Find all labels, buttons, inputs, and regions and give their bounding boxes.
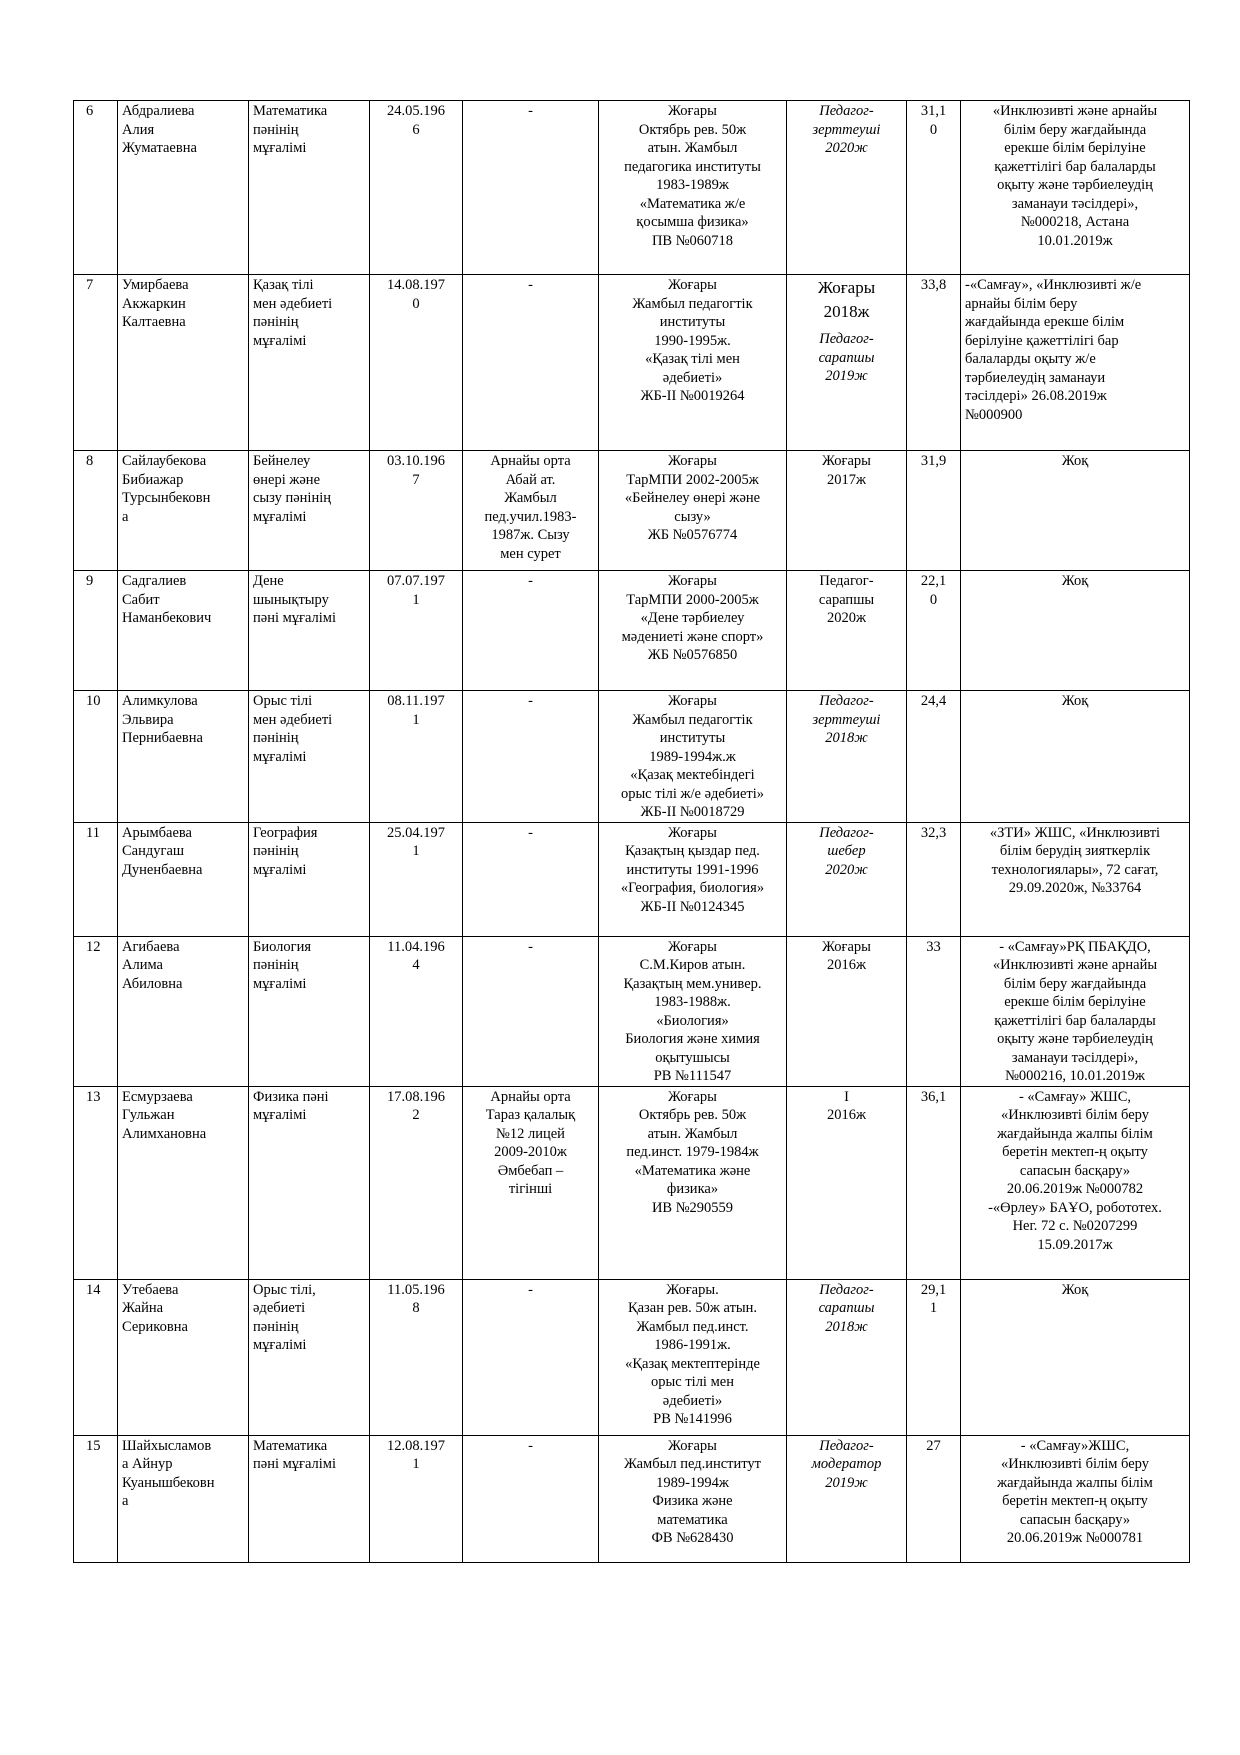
subject-cell-text: Орыс тілі мен әдебиеті пәнінің мұғалімі xyxy=(253,693,333,765)
birth-date-cell-text: 11.05.196 8 xyxy=(387,1281,445,1316)
row-number-cell-text: 9 xyxy=(86,573,94,589)
subject-cell-text: Физика пәні мұғалімі xyxy=(253,1088,329,1123)
birth-date-cell-text: 03.10.196 7 xyxy=(387,453,445,488)
category-text: Педагог- сарапшы 2018ж xyxy=(818,1281,875,1335)
birth-date-cell xyxy=(370,101,463,275)
category-cell xyxy=(787,822,907,936)
courses-cell xyxy=(961,1086,1190,1279)
teacher-name-cell xyxy=(118,1435,249,1562)
courses-cell xyxy=(961,1279,1190,1435)
secondary-education-cell-text: - xyxy=(528,824,533,841)
table-row xyxy=(74,936,1190,1086)
secondary-education-cell xyxy=(463,101,599,275)
row-number-cell-text: 10 xyxy=(86,693,101,709)
category-text: Жоғары 2017ж xyxy=(822,453,871,488)
secondary-education-cell-text: - xyxy=(528,1437,533,1454)
experience-cell xyxy=(907,1086,961,1279)
higher-education-cell-text: Жоғары С.М.Киров атын. Қазақтың мем.универ. 1983-1988ж. «Биология» Биология және химия оқытушысы РВ №111547 xyxy=(623,938,762,1084)
row-number-cell-text: 8 xyxy=(86,453,94,469)
document-page xyxy=(73,100,1189,1563)
row-number-cell xyxy=(74,1435,118,1562)
secondary-education-cell xyxy=(463,936,599,1086)
subject-cell xyxy=(249,451,370,571)
category-cell xyxy=(787,691,907,823)
subject-cell xyxy=(249,691,370,823)
row-number-cell xyxy=(74,101,118,275)
higher-education-cell xyxy=(599,571,787,691)
experience-cell-text: 32,3 xyxy=(920,824,947,841)
row-number-cell-text: 7 xyxy=(86,277,94,293)
higher-education-cell-text: Жоғары Қазақтың қыздар пед. институты 1991-1996 «География, биология» ЖБ-ІІ №0124345 xyxy=(620,824,765,915)
courses-cell-text: «Инклюзивті және арнайы білім беру жағдайында ерекше білім берілуіне қажеттілігі бар балаларды оқыту және тәрбиелеудің заманауи тәсілдері», №000218, Астана 10.01.2019ж xyxy=(992,103,1158,249)
courses-cell xyxy=(961,936,1190,1086)
teacher-name-cell xyxy=(118,451,249,571)
subject-cell-text: География пәнінің мұғалімі xyxy=(253,824,318,878)
experience-cell xyxy=(907,275,961,451)
courses-cell-text: Жоқ xyxy=(1061,1281,1089,1298)
birth-date-cell xyxy=(370,1435,463,1562)
category-cell xyxy=(787,1435,907,1562)
category-cell xyxy=(787,101,907,275)
subject-cell-text: Бейнелеу өнері және сызу пәнінің мұғалімі xyxy=(253,453,332,525)
experience-cell xyxy=(907,451,961,571)
secondary-education-cell-text: Арнайы орта Абай ат. Жамбыл пед.учил.1983- 1987ж. Сызу мен сурет xyxy=(484,453,577,562)
experience-cell xyxy=(907,101,961,275)
higher-education-cell xyxy=(599,1435,787,1562)
subject-cell-text: Математика пәнінің мұғалімі xyxy=(253,103,328,156)
secondary-education-cell-text: - xyxy=(528,1281,533,1298)
category-cell xyxy=(787,936,907,1086)
teacher-name-cell-text: Агибаева Алима Абиловна xyxy=(122,938,183,992)
higher-education-cell xyxy=(599,101,787,275)
birth-date-cell-text: 11.04.196 4 xyxy=(387,938,445,973)
row-number-cell-text: 6 xyxy=(86,103,94,119)
birth-date-cell-text: 25.04.197 1 xyxy=(387,824,445,859)
category-text: Педагог- модератор 2019ж xyxy=(811,1437,882,1491)
courses-cell-text: - «Самғау»РҚ ПБАҚДО, «Инклюзивті және арнайы білім беру жағдайында ерекше білім берілуіне қажеттілігі бар балаларды оқыту және тәрбиелеудің заманауи тәсілдері», №000216, 10.01.2019ж xyxy=(992,938,1158,1084)
teacher-name-cell xyxy=(118,275,249,451)
subject-cell-text: Орыс тілі, әдебиеті пәнінің мұғалімі xyxy=(253,1281,316,1353)
teacher-name-cell xyxy=(118,822,249,936)
row-number-cell xyxy=(74,691,118,823)
subject-cell-text: Қазақ тілі мен әдебиеті пәнінің мұғалімі xyxy=(253,277,333,349)
courses-cell xyxy=(961,1435,1190,1562)
courses-cell-text: Жоқ xyxy=(1061,693,1089,709)
subject-cell xyxy=(249,822,370,936)
birth-date-cell xyxy=(370,275,463,451)
secondary-education-cell xyxy=(463,822,599,936)
category-cell xyxy=(787,451,907,571)
experience-cell-text: 24,4 xyxy=(920,693,947,709)
subject-cell xyxy=(249,1086,370,1279)
row-number-cell xyxy=(74,571,118,691)
secondary-education-cell xyxy=(463,1086,599,1279)
row-number-cell-text: 13 xyxy=(86,1088,101,1105)
higher-education-cell-text: Жоғары Жамбыл педагогтік институты 1989-1994ж.ж «Қазақ мектебіндегі орыс тілі ж/е әдебиеті» ЖБ-ІІ №0018729 xyxy=(620,693,765,820)
category-text: Жоғары 2018ж xyxy=(817,278,876,321)
secondary-education-cell-text: - xyxy=(528,103,533,119)
higher-education-cell-text: Жоғары. Қазан рев. 50ж атын. Жамбыл пед.инст. 1986-1991ж. «Қазақ мектептерінде орыс тілі мен әдебиеті» РВ №141996 xyxy=(625,1281,760,1427)
category-text: Педагог- зерттеуші 2018ж xyxy=(812,693,881,746)
courses-cell-text: - «Самғау» ЖШС, «Инклюзивті білім беру жағдайында жалпы білім беретін мектеп-ң оқыту сапасын басқару» 20.06.2019ж №000782 -«Өрлеу» БАҰО, робототех. Нег. 72 с. №0207299 15.09.2017ж xyxy=(988,1088,1162,1253)
experience-cell xyxy=(907,1279,961,1435)
birth-date-cell-text: 24.05.196 6 xyxy=(387,103,445,138)
teacher-name-cell xyxy=(118,571,249,691)
secondary-education-cell-text: Арнайы орта Тараз қалалық №12 лицей 2009-2010ж Әмбебап – тігінші xyxy=(485,1088,576,1197)
subject-cell xyxy=(249,1435,370,1562)
teacher-name-cell xyxy=(118,936,249,1086)
courses-cell-text: Жоқ xyxy=(1061,573,1089,589)
courses-cell-text: -«Самғау», «Инклюзивті ж/е арнайы білім беру жағдайында ерекше білім берілуіне қажеттілігі бар балаларды оқыту ж/е тәрбиелеудің заманауи тәсілдері» 26.08.2019ж №000900 xyxy=(965,277,1142,423)
experience-cell-text: 31,9 xyxy=(920,453,947,469)
category-cell xyxy=(787,571,907,691)
courses-cell xyxy=(961,451,1190,571)
subject-cell xyxy=(249,571,370,691)
teacher-name-cell xyxy=(118,1279,249,1435)
experience-cell xyxy=(907,936,961,1086)
teacher-name-cell-text: Шайхысламов а Айнур Куанышбековн а xyxy=(122,1437,215,1509)
courses-cell xyxy=(961,691,1190,823)
experience-cell-text: 27 xyxy=(926,1437,941,1454)
secondary-education-cell xyxy=(463,1279,599,1435)
secondary-education-cell xyxy=(463,275,599,451)
courses-cell xyxy=(961,101,1190,275)
subject-cell-text: Биология пәнінің мұғалімі xyxy=(253,938,312,992)
category-cell xyxy=(787,275,907,451)
birth-date-cell-text: 07.07.197 1 xyxy=(387,573,445,608)
higher-education-cell-text: Жоғары Октябрь рев. 50ж атын. Жамбыл педагогика институты 1983-1989ж «Математика ж/е қосымша физика» ПВ №060718 xyxy=(624,103,761,249)
teacher-name-cell-text: Арымбаева Сандугаш Дуненбаевна xyxy=(122,824,203,878)
higher-education-cell xyxy=(599,1086,787,1279)
row-number-cell-text: 12 xyxy=(86,938,101,955)
experience-cell xyxy=(907,571,961,691)
birth-date-cell-text: 14.08.197 0 xyxy=(387,277,445,312)
courses-cell-text: Жоқ xyxy=(1061,453,1089,469)
birth-date-cell xyxy=(370,451,463,571)
table-row xyxy=(74,275,1190,451)
birth-date-cell-text: 12.08.197 1 xyxy=(387,1437,445,1472)
secondary-education-cell xyxy=(463,451,599,571)
secondary-education-cell-text: - xyxy=(528,573,533,589)
courses-cell xyxy=(961,822,1190,936)
table-row xyxy=(74,691,1190,823)
category-cell xyxy=(787,1086,907,1279)
row-number-cell xyxy=(74,451,118,571)
birth-date-cell-text: 08.11.197 1 xyxy=(387,693,445,728)
secondary-education-cell xyxy=(463,1435,599,1562)
higher-education-cell xyxy=(599,691,787,823)
courses-cell-text: «ЗТИ» ЖШС, «Инклюзивті білім берудің зияткерлік технологиялары», 72 сағат, 29.09.2020ж, №33764 xyxy=(989,824,1161,896)
birth-date-cell xyxy=(370,691,463,823)
higher-education-cell-text: Жоғары Октябрь рев. 50ж атын. Жамбыл пед.инст. 1979-1984ж «Математика және физика» ИВ №290559 xyxy=(626,1088,759,1216)
subject-cell-text: Дене шынықтыру пәні мұғалімі xyxy=(253,573,337,626)
higher-education-cell xyxy=(599,822,787,936)
teacher-name-cell xyxy=(118,101,249,275)
subject-cell xyxy=(249,936,370,1086)
row-number-cell xyxy=(74,1279,118,1435)
secondary-education-cell-text: - xyxy=(528,277,533,293)
experience-cell xyxy=(907,1435,961,1562)
row-number-cell-text: 15 xyxy=(86,1437,101,1454)
birth-date-cell xyxy=(370,936,463,1086)
table-row xyxy=(74,101,1190,275)
courses-cell xyxy=(961,571,1190,691)
teachers-table xyxy=(73,100,1190,1563)
secondary-education-cell-text: - xyxy=(528,693,533,709)
table-row xyxy=(74,571,1190,691)
table-row xyxy=(74,1086,1190,1279)
table-row xyxy=(74,822,1190,936)
teacher-name-cell xyxy=(118,1086,249,1279)
birth-date-cell-text: 17.08.196 2 xyxy=(387,1088,445,1123)
row-number-cell xyxy=(74,822,118,936)
category-sub-text: Педагог- сарапшы 2019ж xyxy=(818,331,875,384)
category-text: Педагог- сарапшы 2020ж xyxy=(818,573,875,626)
birth-date-cell xyxy=(370,1279,463,1435)
category-text: Педагог- зерттеуші 2020ж xyxy=(812,103,881,156)
table-row xyxy=(74,1435,1190,1562)
higher-education-cell-text: Жоғары Жамбыл педагогтік институты 1990-1995ж. «Қазақ тілі мен әдебиеті» ЖБ-ІІ №0019264 xyxy=(632,277,753,404)
higher-education-cell-text: Жоғары ТарМПИ 2000-2005ж «Дене тәрбиелеу мәдениеті және спорт» ЖБ №0576850 xyxy=(621,573,764,663)
table-row xyxy=(74,451,1190,571)
higher-education-cell xyxy=(599,451,787,571)
teacher-name-cell-text: Алимкулова Эльвира Пернибаевна xyxy=(122,693,203,746)
category-cell xyxy=(787,1279,907,1435)
experience-cell xyxy=(907,691,961,823)
courses-cell xyxy=(961,275,1190,451)
birth-date-cell xyxy=(370,822,463,936)
subject-cell xyxy=(249,275,370,451)
table-row xyxy=(74,1279,1190,1435)
category-text: Жоғары 2016ж xyxy=(822,938,871,973)
birth-date-cell xyxy=(370,1086,463,1279)
higher-education-cell-text: Жоғары ТарМПИ 2002-2005ж «Бейнелеу өнері және сызу» ЖБ №0576774 xyxy=(624,453,761,543)
secondary-education-cell xyxy=(463,571,599,691)
teacher-name-cell-text: Сайлаубекова Бибиажар Турсынбековн а xyxy=(122,453,211,525)
higher-education-cell xyxy=(599,275,787,451)
teacher-name-cell xyxy=(118,691,249,823)
secondary-education-cell-text: - xyxy=(528,938,533,955)
teacher-name-cell-text: Есмурзаева Гульжан Алимхановна xyxy=(122,1088,207,1142)
row-number-cell-text: 11 xyxy=(86,824,100,841)
experience-cell-text: 31,1 0 xyxy=(920,103,947,138)
experience-cell-text: 33 xyxy=(926,938,941,955)
subject-cell xyxy=(249,101,370,275)
row-number-cell xyxy=(74,936,118,1086)
experience-cell-text: 33,8 xyxy=(920,277,947,293)
teacher-name-cell-text: Садгалиев Сабит Наманбекович xyxy=(122,573,212,626)
teacher-name-cell-text: Утебаева Жайна Сериковна xyxy=(122,1281,188,1335)
teacher-name-cell-text: Умирбаева Акжаркин Калтаевна xyxy=(122,277,189,330)
row-number-cell xyxy=(74,275,118,451)
secondary-education-cell xyxy=(463,691,599,823)
birth-date-cell xyxy=(370,571,463,691)
subject-cell-text: Математика пәні мұғалімі xyxy=(253,1437,337,1472)
experience-cell xyxy=(907,822,961,936)
higher-education-cell-text: Жоғары Жамбыл пед.институт 1989-1994ж Физика және математика ФВ №628430 xyxy=(623,1437,761,1546)
higher-education-cell xyxy=(599,1279,787,1435)
courses-cell-text: - «Самғау»ЖШС, «Инклюзивті білім беру жағдайында жалпы білім беретін мектеп-ң оқыту сапасын басқару» 20.06.2019ж №000781 xyxy=(997,1437,1153,1546)
higher-education-cell xyxy=(599,936,787,1086)
table-body xyxy=(74,101,1190,1563)
category-text: Педагог- шебер 2020ж xyxy=(819,824,874,878)
row-number-cell-text: 14 xyxy=(86,1281,101,1298)
category-text: І 2016ж xyxy=(826,1088,867,1123)
teacher-name-cell-text: Абдралиева Алия Жуматаевна xyxy=(122,103,197,156)
row-number-cell xyxy=(74,1086,118,1279)
subject-cell xyxy=(249,1279,370,1435)
experience-cell-text: 36,1 xyxy=(920,1088,947,1105)
experience-cell-text: 22,1 0 xyxy=(920,573,947,608)
experience-cell-text: 29,1 1 xyxy=(920,1281,947,1316)
